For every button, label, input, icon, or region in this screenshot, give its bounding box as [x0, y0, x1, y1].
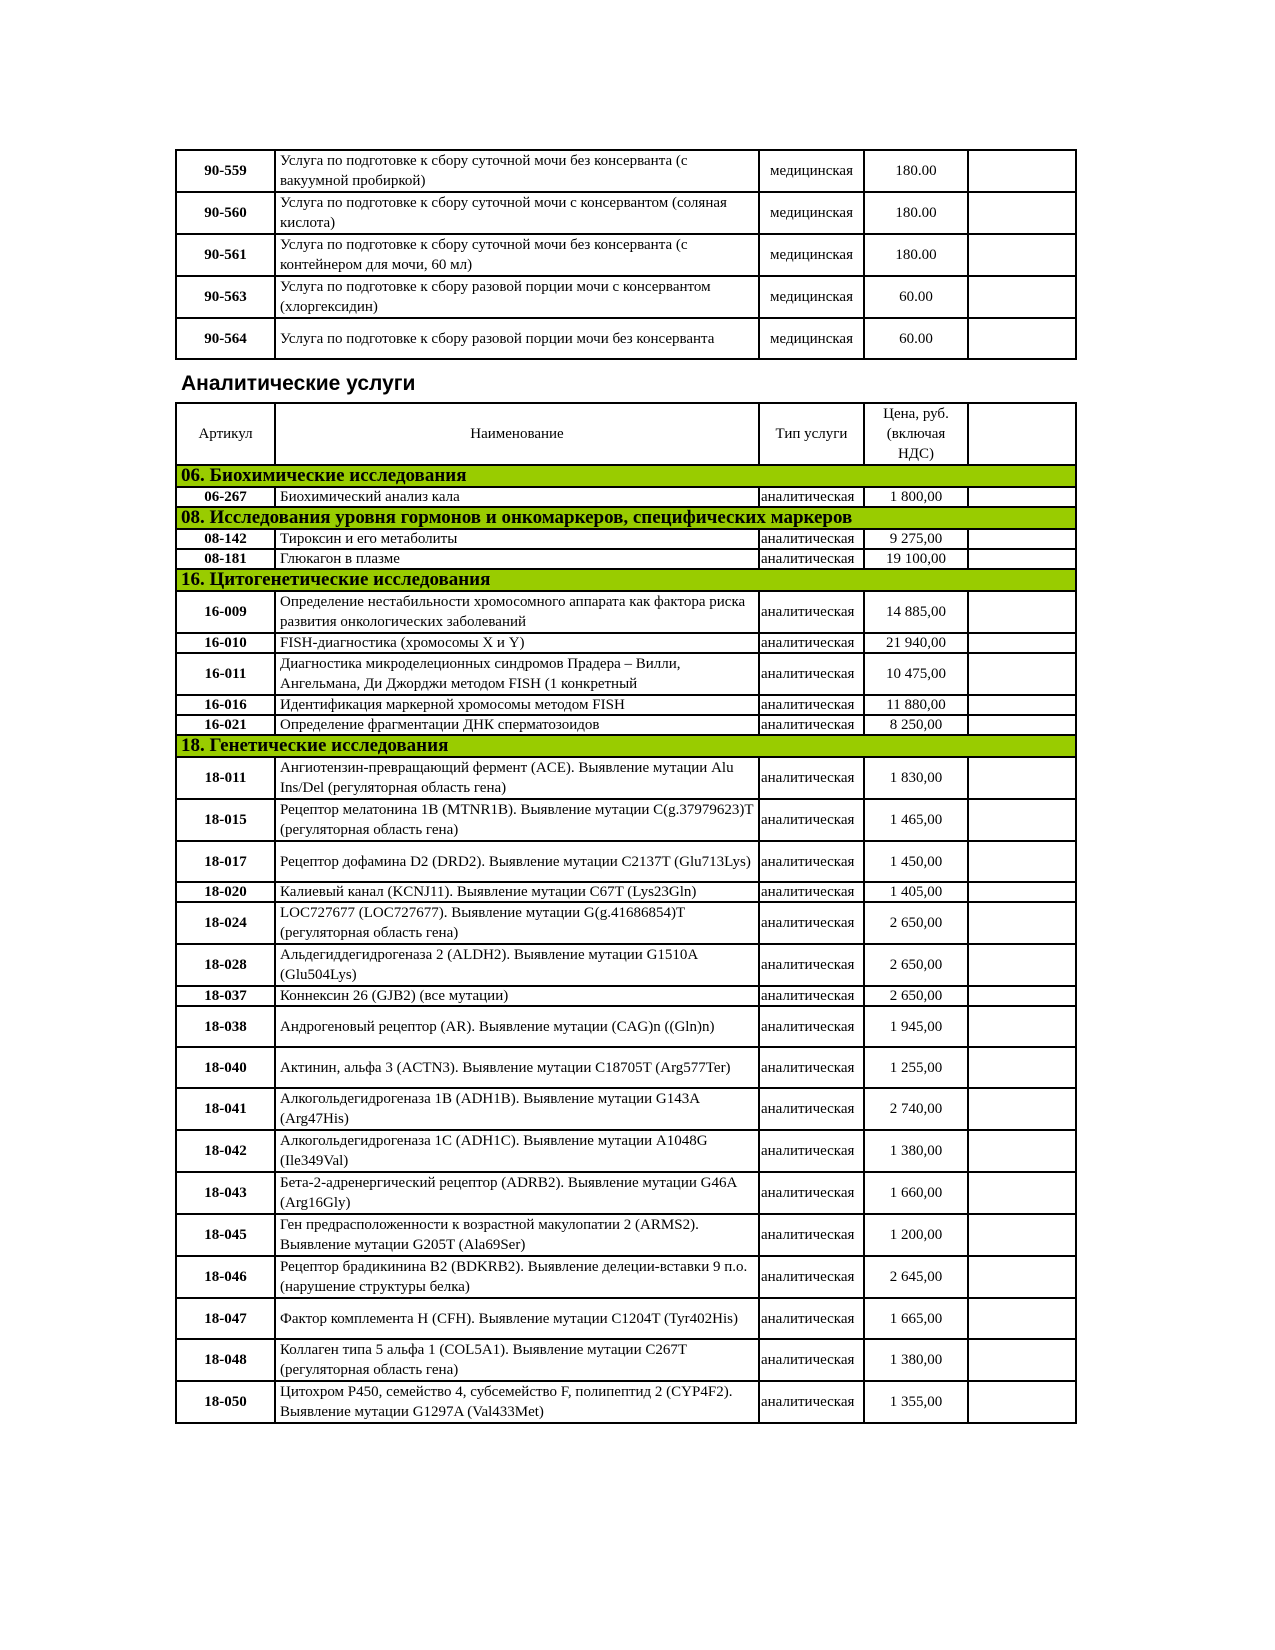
table-row [176, 150, 1076, 192]
table-row [176, 1339, 1076, 1381]
article-code: 18-047 [176, 1298, 275, 1339]
category-row [176, 465, 1076, 487]
empty-cell [968, 1006, 1076, 1047]
service-price: 60.00 [864, 318, 968, 359]
service-name: Калиевый канал (KCNJ11). Выявление мутации C67T (Lys23Gln) [275, 882, 759, 902]
service-type: аналитическая [759, 549, 864, 569]
empty-cell [968, 799, 1076, 841]
table-row [176, 1047, 1076, 1088]
service-name: Алкогольдегидрогеназа 1C (ADH1C). Выявление мутации A1048G (Ile349Val) [275, 1130, 759, 1172]
table-row [176, 882, 1076, 902]
table-row [176, 529, 1076, 549]
table-row [176, 591, 1076, 633]
service-price: 60.00 [864, 276, 968, 318]
article-code: 90-563 [176, 276, 275, 318]
category-title: 08. Исследования уровня гормонов и онкомаркеров, специфических маркеров [176, 507, 1076, 529]
analytic-price-table [175, 402, 1077, 1424]
service-price: 9 275,00 [864, 529, 968, 549]
service-type: аналитическая [759, 757, 864, 799]
empty-cell [968, 902, 1076, 944]
service-price: 1 255,00 [864, 1047, 968, 1088]
table-row [176, 1381, 1076, 1423]
service-type: аналитическая [759, 944, 864, 986]
table-row [176, 1214, 1076, 1256]
service-price: 2 645,00 [864, 1256, 968, 1298]
table-header-row [176, 403, 1076, 465]
service-type: аналитическая [759, 1381, 864, 1423]
service-price: 8 250,00 [864, 715, 968, 735]
article-code: 06-267 [176, 487, 275, 507]
service-name: Определение фрагментации ДНК сперматозоидов [275, 715, 759, 735]
empty-cell [968, 757, 1076, 799]
article-code: 18-011 [176, 757, 275, 799]
service-type: аналитическая [759, 653, 864, 695]
table-row [176, 1088, 1076, 1130]
article-code: 18-040 [176, 1047, 275, 1088]
service-name: Диагностика микроделеционных синдромов Прадера – Вилли, Ангельмана, Ди Джорджи методом FISH (1 конкретный [275, 653, 759, 695]
article-code: 16-011 [176, 653, 275, 695]
service-name: Биохимический анализ кала [275, 487, 759, 507]
service-name: Услуга по подготовке к сбору суточной мочи без консерванта (с контейнером для мочи, 60 мл) [275, 234, 759, 276]
empty-cell [968, 192, 1076, 234]
table-row [176, 715, 1076, 735]
article-code: 16-016 [176, 695, 275, 715]
service-type: медицинская [759, 318, 864, 359]
service-type: аналитическая [759, 633, 864, 653]
service-price: 1 465,00 [864, 799, 968, 841]
table-row [176, 695, 1076, 715]
service-price: 1 380,00 [864, 1339, 968, 1381]
article-code: 18-043 [176, 1172, 275, 1214]
article-code: 18-037 [176, 986, 275, 1006]
service-name: Услуга по подготовке к сбору разовой порции мочи с консервантом (хлоргексидин) [275, 276, 759, 318]
empty-cell [968, 1298, 1076, 1339]
service-type: аналитическая [759, 529, 864, 549]
table-row [176, 1006, 1076, 1047]
empty-cell [968, 633, 1076, 653]
service-name: Ангиотензин-превращающий фермент (ACE). Выявление мутации Alu Ins/Del (регуляторная область гена) [275, 757, 759, 799]
service-type: аналитическая [759, 591, 864, 633]
empty-cell [968, 986, 1076, 1006]
table-row [176, 1256, 1076, 1298]
table-row [176, 1130, 1076, 1172]
empty-cell [968, 591, 1076, 633]
empty-cell [968, 653, 1076, 695]
article-code: 08-181 [176, 549, 275, 569]
service-name: FISH-диагностика (хромосомы X и Y) [275, 633, 759, 653]
table-row [176, 234, 1076, 276]
header-empty [968, 403, 1076, 465]
article-code: 18-017 [176, 841, 275, 882]
service-name: Определение нестабильности хромосомного аппарата как фактора риска развития онкологических заболеваний [275, 591, 759, 633]
article-code: 16-010 [176, 633, 275, 653]
service-price: 10 475,00 [864, 653, 968, 695]
service-price: 2 650,00 [864, 902, 968, 944]
empty-cell [968, 234, 1076, 276]
article-code: 90-561 [176, 234, 275, 276]
table-row [176, 1172, 1076, 1214]
service-name: LOC727677 (LOC727677). Выявление мутации G(g.41686854)T (регуляторная область гена) [275, 902, 759, 944]
service-name: Рецептор брадикинина B2 (BDKRB2). Выявление делеции-вставки 9 п.о. (нарушение структуры белка) [275, 1256, 759, 1298]
service-price: 1 450,00 [864, 841, 968, 882]
service-type: медицинская [759, 234, 864, 276]
service-name: Глюкагон в плазме [275, 549, 759, 569]
service-name: Бета-2-адренергический рецептор (ADRB2). Выявление мутации G46A (Arg16Gly) [275, 1172, 759, 1214]
empty-cell [968, 695, 1076, 715]
empty-cell [968, 841, 1076, 882]
category-row [176, 735, 1076, 757]
article-code: 18-048 [176, 1339, 275, 1381]
service-price: 11 880,00 [864, 695, 968, 715]
service-type: аналитическая [759, 1130, 864, 1172]
service-name: Андрогеновый рецептор (AR). Выявление мутации (CAG)n ((Gln)n) [275, 1006, 759, 1047]
service-type: аналитическая [759, 487, 864, 507]
table-row [176, 799, 1076, 841]
empty-cell [968, 944, 1076, 986]
table-row [176, 841, 1076, 882]
service-price: 21 940,00 [864, 633, 968, 653]
service-type: аналитическая [759, 882, 864, 902]
header-price: Цена, руб. (включая НДС) [864, 403, 968, 465]
article-code: 18-020 [176, 882, 275, 902]
article-code: 18-050 [176, 1381, 275, 1423]
article-code: 16-021 [176, 715, 275, 735]
service-price: 1 800,00 [864, 487, 968, 507]
empty-cell [968, 529, 1076, 549]
service-price: 2 650,00 [864, 986, 968, 1006]
article-code: 18-015 [176, 799, 275, 841]
service-name: Актинин, альфа 3 (ACTN3). Выявление мутации C18705T (Arg577Ter) [275, 1047, 759, 1088]
category-title: 18. Генетические исследования [176, 735, 1076, 757]
table-row [176, 902, 1076, 944]
section-title: Аналитические услуги [181, 372, 416, 395]
table-row [176, 192, 1076, 234]
service-price: 180.00 [864, 192, 968, 234]
service-type: медицинская [759, 192, 864, 234]
service-type: аналитическая [759, 986, 864, 1006]
service-type: аналитическая [759, 715, 864, 735]
service-name: Цитохром P450, семейство 4, субсемейство F, полипептид 2 (CYP4F2). Выявление мутации G1297A (Val433Met) [275, 1381, 759, 1423]
table-row [176, 487, 1076, 507]
category-title: 06. Биохимические исследования [176, 465, 1076, 487]
article-code: 18-038 [176, 1006, 275, 1047]
service-price: 1 200,00 [864, 1214, 968, 1256]
service-type: аналитическая [759, 1256, 864, 1298]
empty-cell [968, 1381, 1076, 1423]
empty-cell [968, 1214, 1076, 1256]
empty-cell [968, 1088, 1076, 1130]
article-code: 18-046 [176, 1256, 275, 1298]
service-price: 180.00 [864, 234, 968, 276]
service-type: аналитическая [759, 1214, 864, 1256]
article-code: 08-142 [176, 529, 275, 549]
article-code: 18-028 [176, 944, 275, 986]
table-row [176, 757, 1076, 799]
service-price: 2 650,00 [864, 944, 968, 986]
article-code: 90-560 [176, 192, 275, 234]
service-type: аналитическая [759, 799, 864, 841]
article-code: 90-564 [176, 318, 275, 359]
empty-cell [968, 487, 1076, 507]
table-row [176, 1298, 1076, 1339]
service-price: 1 665,00 [864, 1298, 968, 1339]
service-name: Ген предрасположенности к возрастной макулопатии 2 (ARMS2). Выявление мутации G205T (Ala69Ser) [275, 1214, 759, 1256]
category-row [176, 507, 1076, 529]
table-row [176, 633, 1076, 653]
category-row [176, 569, 1076, 591]
service-type: аналитическая [759, 902, 864, 944]
empty-cell [968, 549, 1076, 569]
service-name: Альдегиддегидрогеназа 2 (ALDH2). Выявление мутации G1510A (Glu504Lys) [275, 944, 759, 986]
table-row [176, 944, 1076, 986]
service-name: Тироксин и его метаболиты [275, 529, 759, 549]
service-type: аналитическая [759, 1006, 864, 1047]
empty-cell [968, 150, 1076, 192]
service-price: 1 945,00 [864, 1006, 968, 1047]
service-type: аналитическая [759, 695, 864, 715]
empty-cell [968, 1256, 1076, 1298]
empty-cell [968, 276, 1076, 318]
service-name: Идентификация маркерной хромосомы методом FISH [275, 695, 759, 715]
empty-cell [968, 882, 1076, 902]
service-name: Услуга по подготовке к сбору суточной мочи без консерванта (с вакуумной пробиркой) [275, 150, 759, 192]
article-code: 16-009 [176, 591, 275, 633]
table-row [176, 986, 1076, 1006]
service-type: аналитическая [759, 1298, 864, 1339]
service-name: Коллаген типа 5 альфа 1 (COL5A1). Выявление мутации C267T (регуляторная область гена) [275, 1339, 759, 1381]
service-name: Услуга по подготовке к сбору разовой порции мочи без консерванта [275, 318, 759, 359]
service-price: 180.00 [864, 150, 968, 192]
service-name: Фактор комплемента H (CFH). Выявление мутации C1204T (Tyr402His) [275, 1298, 759, 1339]
service-type: аналитическая [759, 1339, 864, 1381]
service-price: 2 740,00 [864, 1088, 968, 1130]
empty-cell [968, 1047, 1076, 1088]
service-type: аналитическая [759, 1088, 864, 1130]
article-code: 90-559 [176, 150, 275, 192]
empty-cell [968, 1172, 1076, 1214]
service-price: 14 885,00 [864, 591, 968, 633]
service-price: 1 355,00 [864, 1381, 968, 1423]
service-type: аналитическая [759, 1047, 864, 1088]
service-price: 1 830,00 [864, 757, 968, 799]
top-price-table [175, 149, 1077, 360]
service-name: Рецептор мелатонина 1B (MTNR1B). Выявление мутации C(g.37979623)T (регуляторная область гена) [275, 799, 759, 841]
article-code: 18-045 [176, 1214, 275, 1256]
article-code: 18-041 [176, 1088, 275, 1130]
empty-cell [968, 1339, 1076, 1381]
header-type: Тип услуги [759, 403, 864, 465]
table-row [176, 318, 1076, 359]
article-code: 18-024 [176, 902, 275, 944]
service-type: аналитическая [759, 841, 864, 882]
header-name: Наименование [275, 403, 759, 465]
service-name: Рецептор дофамина D2 (DRD2). Выявление мутации C2137T (Glu713Lys) [275, 841, 759, 882]
empty-cell [968, 318, 1076, 359]
empty-cell [968, 1130, 1076, 1172]
service-price: 1 405,00 [864, 882, 968, 902]
service-price: 1 380,00 [864, 1130, 968, 1172]
category-title: 16. Цитогенетические исследования [176, 569, 1076, 591]
service-type: медицинская [759, 150, 864, 192]
table-row [176, 653, 1076, 695]
service-name: Коннексин 26 (GJB2) (все мутации) [275, 986, 759, 1006]
service-type: аналитическая [759, 1172, 864, 1214]
service-name: Алкогольдегидрогеназа 1B (ADH1B). Выявление мутации G143A (Arg47His) [275, 1088, 759, 1130]
service-name: Услуга по подготовке к сбору суточной мочи с консервантом (соляная кислота) [275, 192, 759, 234]
service-type: медицинская [759, 276, 864, 318]
service-price: 19 100,00 [864, 549, 968, 569]
table-row [176, 276, 1076, 318]
empty-cell [968, 715, 1076, 735]
table-row [176, 549, 1076, 569]
article-code: 18-042 [176, 1130, 275, 1172]
header-code: Артикул [176, 403, 275, 465]
service-price: 1 660,00 [864, 1172, 968, 1214]
